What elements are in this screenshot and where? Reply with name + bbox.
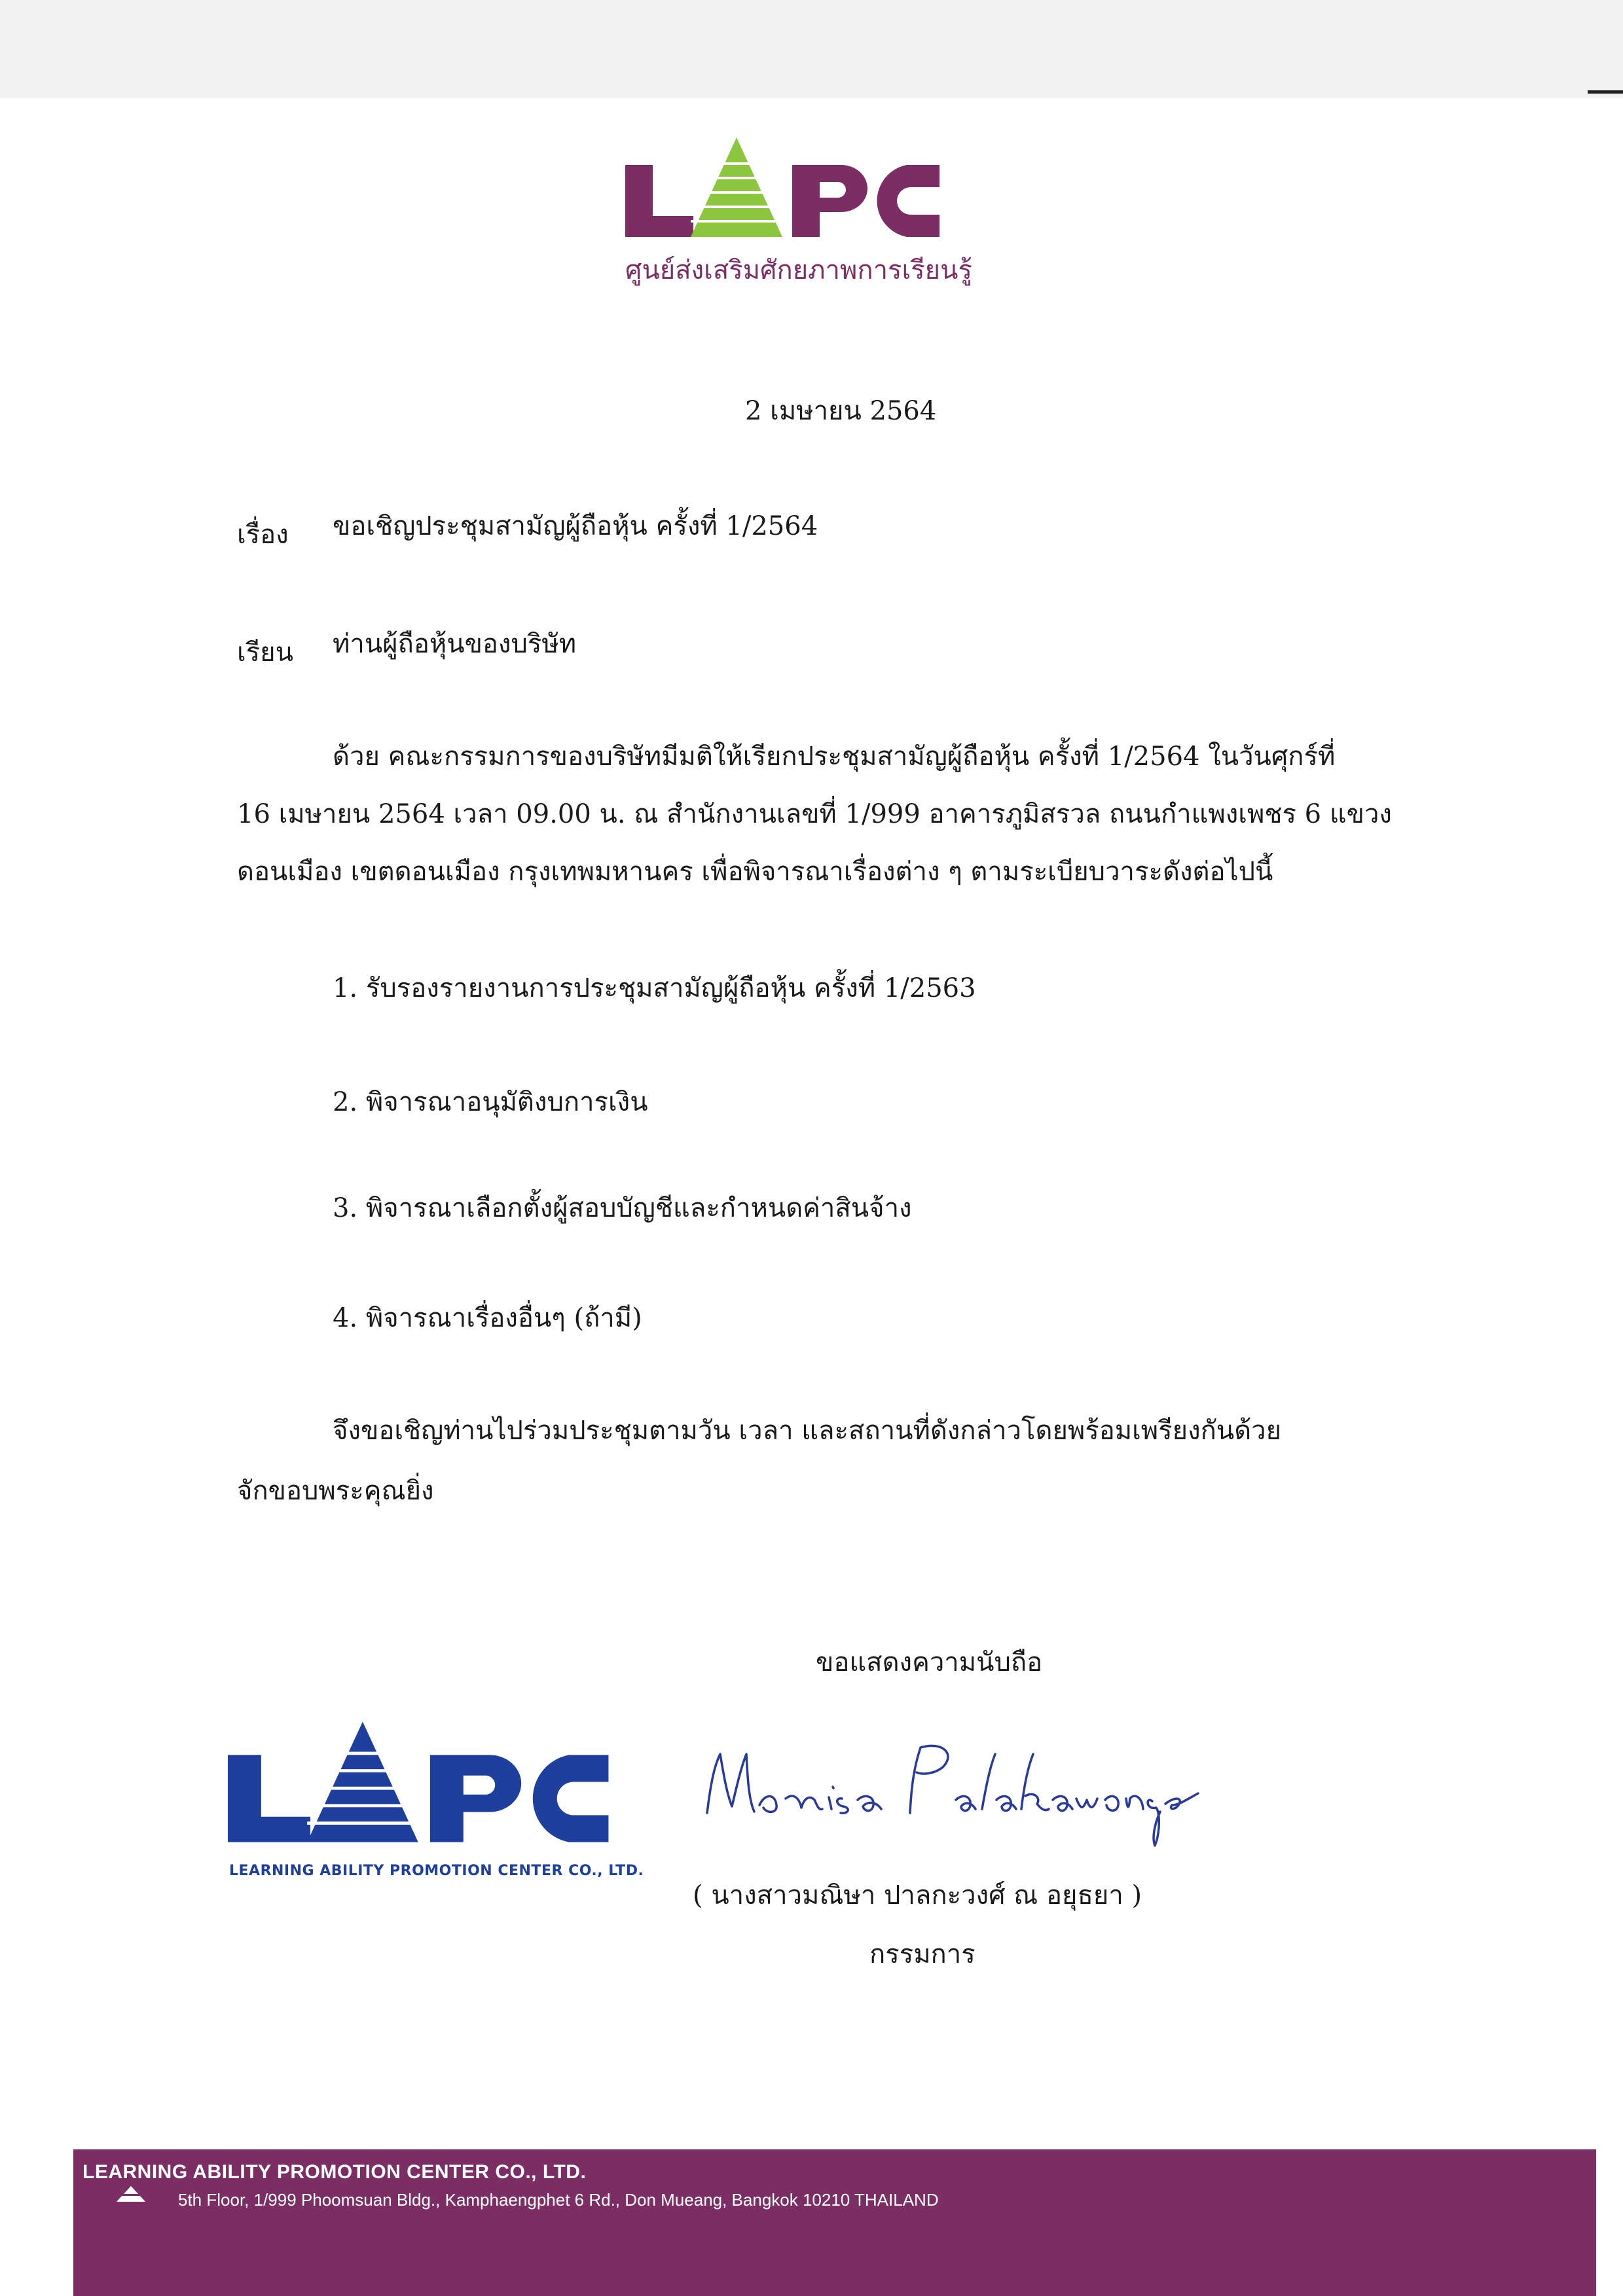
agenda-item: 2. พิจารณาอนุมัติงบการเงิน bbox=[333, 1087, 648, 1117]
regards-text: ขอแสดงความนับถือ bbox=[816, 1647, 1043, 1677]
handwritten-signature bbox=[694, 1728, 1218, 1859]
closing-line: จึงขอเชิญท่านไปร่วมประชุมตามวัน เวลา และสถานที่ดังกล่าวโดยพร้อมเพรียงกันด้วย bbox=[333, 1416, 1282, 1446]
signer-title: กรรมการ bbox=[869, 1939, 976, 1969]
scan-edge-mark bbox=[1588, 90, 1623, 94]
agenda-item: 3. พิจารณาเลือกตั้งผู้สอบบัญชีและกำหนดค่าสินจ้าง bbox=[333, 1193, 912, 1223]
closing-line: จักขอบพระคุณยิ่ง bbox=[237, 1476, 434, 1506]
subject-text: ขอเชิญประชุมสามัญผู้ถือหุ้น ครั้งที่ 1/2564 bbox=[333, 511, 818, 541]
footer-triangle-icon bbox=[111, 2186, 151, 2202]
header-logo-subtitle: ศูนย์ส่งเสริมศักยภาพการเรียนรู้ bbox=[625, 255, 972, 285]
signer-name: ( นางสาวมณิษา ปาลกะวงศ์ ณ อยุธยา ) bbox=[693, 1880, 1142, 1910]
scan-top-band bbox=[0, 0, 1623, 98]
company-stamp-logo bbox=[228, 1721, 648, 1842]
letter-date: 2 เมษายน 2564 bbox=[745, 396, 937, 426]
footer-company-name: LEARNING ABILITY PROMOTION CENTER CO., LTD. bbox=[82, 2161, 587, 2183]
body-line: 16 เมษายน 2564 เวลา 09.00 น. ณ สำนักงานเลขที่ 1/999 อาคารภูมิสรวล ถนนกำแพงเพชร 6 แขวง bbox=[237, 799, 1392, 829]
agenda-item: 1. รับรองรายงานการประชุมสามัญผู้ถือหุ้น ครั้งที่ 1/2563 bbox=[333, 973, 976, 1003]
lapc-header-logo bbox=[625, 137, 972, 242]
recipient-text: ท่านผู้ถือหุ้นของบริษัท bbox=[333, 629, 577, 659]
company-stamp-name: LEARNING ABILITY PROMOTION CENTER CO., LTD. bbox=[229, 1863, 644, 1879]
subject-label: เรื่อง bbox=[237, 520, 289, 550]
body-line: ด้วย คณะกรรมการของบริษัทมีมติให้เรียกประชุมสามัญผู้ถือหุ้น ครั้งที่ 1/2564 ในวันศุกร์ที่ bbox=[333, 742, 1336, 772]
body-line: ดอนเมือง เขตดอนเมือง กรุงเทพมหานคร เพื่อพิจารณาเรื่องต่าง ๆ ตามระเบียบวาระดังต่อไปนี้ bbox=[237, 857, 1273, 887]
recipient-label: เรียน bbox=[237, 637, 293, 668]
agenda-item: 4. พิจารณาเรื่องอื่นๆ (ถ้ามี) bbox=[333, 1303, 642, 1333]
footer-address: 5th Floor, 1/999 Phoomsuan Bldg., Kamphaengphet 6 Rd., Don Mueang, Bangkok 10210 THAILAND bbox=[178, 2190, 939, 2210]
